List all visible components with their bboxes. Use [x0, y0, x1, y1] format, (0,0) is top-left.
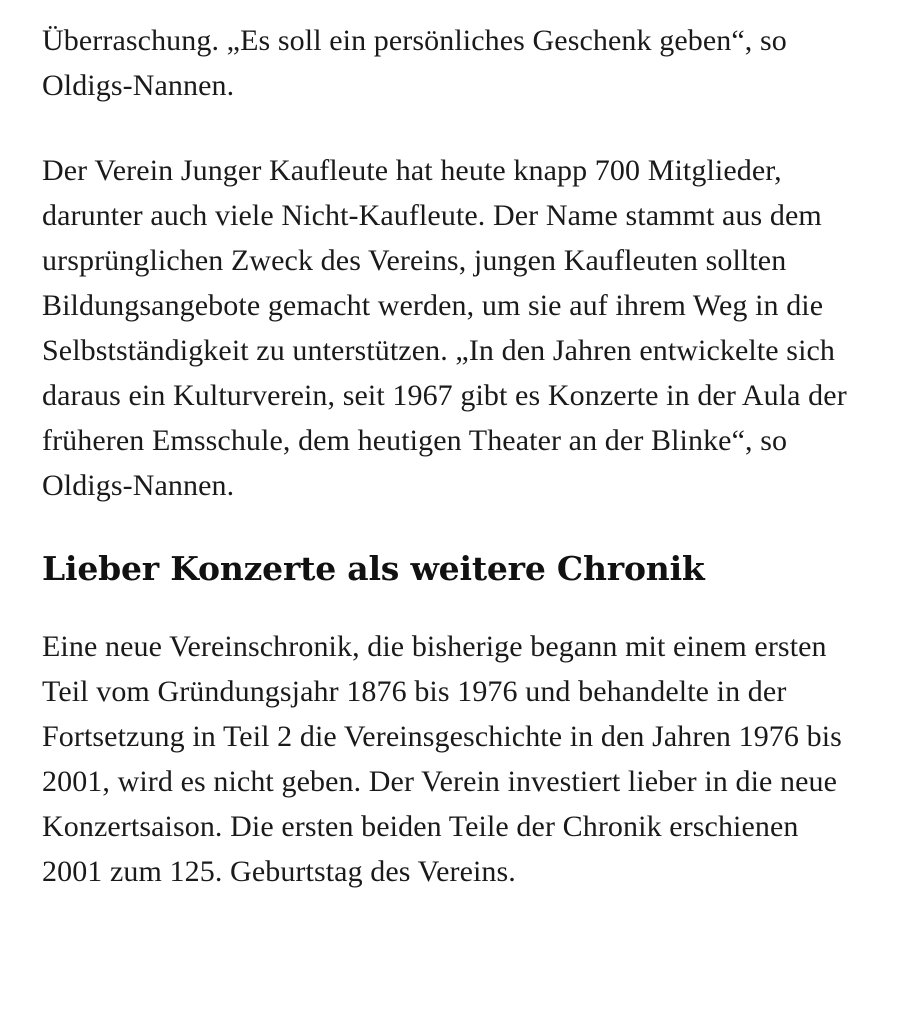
paragraph-chronik: Eine neue Vereinschronik, die bisherige begann mit einem ersten Teil vom Gründungsjahr 1876 bis 1976 und behandelte in der Fortsetzung in Teil 2 die Vereinsgeschichte in den Jahren 1976 bis 2001, wird es nicht geben. Der Verein investiert lieber in die neue Konzertsaison. Die ersten beiden Teile der Chronik erschienen 2001 zum 125. Geburtstag des Vereins. — [42, 630, 842, 888]
paragraph-verein-history: Der Verein Junger Kaufleute hat heute knapp 700 Mitglieder, darunter auch viele Nicht-Kaufleute. Der Name stammt aus dem ursprünglichen Zweck des Vereins, jungen Kaufleuten sollten Bildungsangebote gemacht werden, um sie auf ihrem Weg in die Selbstständigkeit zu unterstützen. „In den Jahren entwickelte sich daraus ein Kulturverein, seit 1967 gibt es Konzerte in der Aula der früheren Emsschule, dem heutigen Theater an der Blinke“, so Oldigs-Nannen. — [42, 154, 847, 502]
paragraph-quote-intro: Überraschung. „Es soll ein persönliches Geschenk geben“, so Oldigs-Nannen. — [42, 24, 787, 102]
section-heading-chronik: Lieber Konzerte als weitere Chronik — [42, 549, 705, 588]
